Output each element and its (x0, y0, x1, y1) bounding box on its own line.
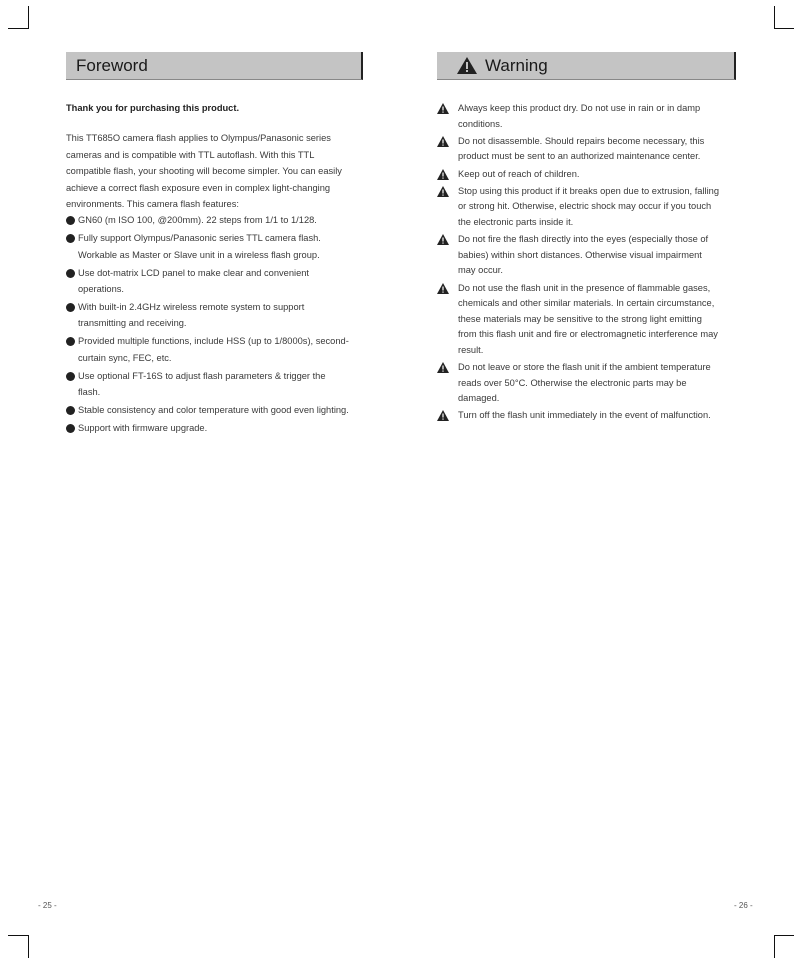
warning-line: product must be sent to an authorized maintenance center. (458, 151, 701, 162)
foreword-header (66, 52, 363, 80)
warning-icon (437, 186, 449, 197)
warning-icon (437, 362, 449, 373)
crop-mark (28, 935, 29, 958)
feature-line: curtain sync, FEC, etc. (78, 352, 172, 363)
bullet-icon (66, 234, 75, 243)
paragraph-line: cameras and is compatible with TTL autoflash. With this TTL (66, 149, 315, 160)
warning-line: Turn off the flash unit immediately in the event of malfunction. (458, 410, 711, 421)
warning-line: result. (458, 344, 484, 355)
warning-item (437, 101, 719, 132)
crop-mark (28, 6, 29, 29)
warning-item (437, 408, 719, 424)
warning-line: these materials may be sensitive to the strong light emitting (458, 313, 702, 324)
crop-mark (774, 935, 775, 958)
feature-item (66, 420, 349, 436)
crop-mark (8, 935, 28, 936)
warning-icon (457, 57, 477, 74)
feature-item (66, 299, 349, 332)
bullet-icon (66, 269, 75, 278)
warning-icon (437, 136, 449, 147)
feature-line: Use dot-matrix LCD panel to make clear and convenient (78, 267, 309, 278)
bullet-icon (66, 303, 75, 312)
warning-item (437, 167, 719, 183)
feature-line: transmitting and receiving. (78, 318, 187, 329)
warning-list (437, 101, 719, 426)
feature-line: Provided multiple functions, include HSS (up to 1/8000s), second- (78, 336, 349, 347)
warning-line: damaged. (458, 393, 500, 404)
paragraph-line: compatible flash, your shooting will become simpler. You can easily (66, 166, 342, 177)
warning-line: Always keep this product dry. Do not use in rain or in damp (458, 103, 701, 113)
feature-line: Stable consistency and color temperature with good even lighting. (78, 405, 349, 416)
warning-line: may occur. (458, 265, 503, 276)
feature-list (66, 212, 349, 436)
warning-line: Keep out of reach of children. (458, 168, 580, 179)
warning-icon (437, 410, 449, 421)
warning-line: from this flash unit and fire or electromagnetic interference may (458, 329, 718, 340)
crop-mark (774, 28, 794, 29)
warning-line: babies) within short distances. Otherwise visual impairment (458, 249, 702, 260)
warning-icon (437, 169, 449, 180)
warning-line: Do not fire the flash directly into the eyes (especially those of (458, 234, 709, 245)
bullet-icon (66, 337, 75, 346)
feature-line: flash. (78, 387, 101, 398)
foreword-title: Foreword (76, 55, 148, 75)
warning-item (437, 232, 719, 279)
warning-line: reads over 50°C. Otherwise the electronic parts may be (458, 377, 687, 388)
feature-item (66, 368, 349, 401)
feature-line: Fully support Olympus/Panasonic series TTL camera flash. (78, 233, 321, 244)
page-number-right: - 26 - (734, 901, 753, 910)
foreword-paragraph (66, 130, 349, 212)
feature-line: Workable as Master or Slave unit in a wireless flash group. (78, 249, 320, 260)
warning-title: Warning (485, 55, 548, 75)
warning-line: Do not disassemble. Should repairs become necessary, this (458, 135, 705, 146)
crop-mark (774, 6, 775, 29)
foreword-body (66, 100, 349, 438)
feature-line: With built-in 2.4GHz wireless remote system to support (78, 302, 305, 313)
paragraph-line: achieve a correct flash exposure even in complex light-changing (66, 182, 331, 193)
warning-item (437, 134, 719, 165)
bullet-icon (66, 424, 75, 433)
feature-line: GN60 (m ISO 100, @200mm). 22 steps from 1/1 to 1/128. (78, 215, 317, 226)
warning-line: the electronic parts inside it. (458, 216, 574, 227)
feature-item (66, 230, 349, 263)
feature-item (66, 402, 349, 418)
bullet-icon (66, 216, 75, 225)
crop-mark (774, 935, 794, 936)
feature-line: Use optional FT-16S to adjust flash parameters & trigger the (78, 370, 326, 381)
crop-mark (8, 28, 28, 29)
feature-item (66, 333, 349, 366)
warning-item (437, 360, 719, 407)
feature-line: Support with firmware upgrade. (78, 423, 208, 434)
warning-icon (437, 283, 449, 294)
warning-icon (437, 103, 449, 114)
warning-line: or strong hit. Otherwise, electric shock may occur if you touch (458, 201, 712, 212)
page-number-left: - 25 - (38, 901, 57, 910)
warning-line: Do not leave or store the flash unit if the ambient temperature (458, 362, 711, 373)
warning-item (437, 281, 719, 359)
paragraph-line: environments. This camera flash features: (66, 198, 239, 209)
warning-line: Do not use the flash unit in the presence of flammable gases, (458, 282, 711, 293)
feature-item (66, 212, 349, 228)
feature-item (66, 265, 349, 298)
bullet-icon (66, 406, 75, 415)
warning-item (437, 184, 719, 231)
paragraph-line: This TT685O camera flash applies to Olympus/Panasonic series (66, 133, 331, 144)
foreword-intro: Thank you for purchasing this product. (66, 103, 240, 113)
warning-line: Stop using this product if it breaks open due to extrusion, falling (458, 185, 719, 196)
warning-icon (437, 234, 449, 245)
feature-line: operations. (78, 284, 124, 295)
bullet-icon (66, 372, 75, 381)
warning-line: chemicals and other similar materials. In certain circumstance, (458, 298, 715, 309)
warning-header (437, 52, 736, 80)
warning-line: conditions. (458, 118, 503, 129)
